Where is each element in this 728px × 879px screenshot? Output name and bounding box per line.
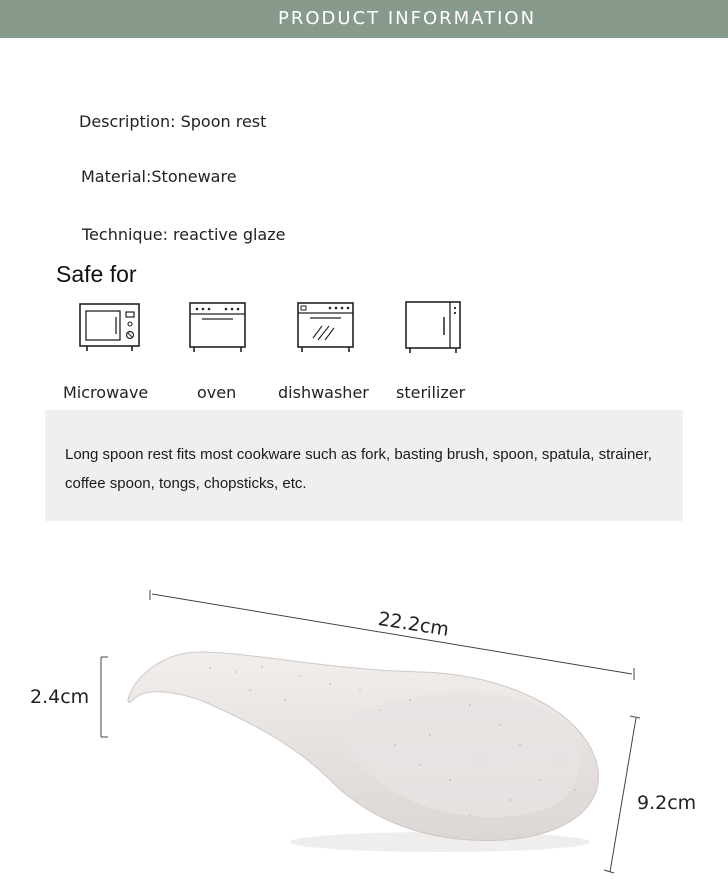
oven-label: oven xyxy=(197,383,237,402)
length-dimension-label: 22.2cm xyxy=(376,608,451,641)
dishwasher-label: dishwasher xyxy=(278,383,369,402)
sterilizer-icon xyxy=(404,301,464,355)
microwave-label: Microwave xyxy=(63,383,149,402)
technique-line: Technique: reactive glaze xyxy=(82,225,286,244)
header-bar xyxy=(0,0,728,38)
oven-icon xyxy=(188,302,248,354)
material-line: Material:Stoneware xyxy=(81,167,237,186)
width-dimension-label: 9.2cm xyxy=(637,792,697,814)
description-line: Description: Spoon rest xyxy=(79,112,267,131)
dishwasher-icon xyxy=(296,302,356,354)
safe-for-title: Safe for xyxy=(56,261,137,287)
usage-note-box xyxy=(45,410,683,521)
spoon-rest-illustration xyxy=(0,540,728,879)
page-title: PRODUCT INFORMATION xyxy=(278,8,537,29)
sterilizer-label: sterilizer xyxy=(396,383,466,402)
height-dimension-label: 2.4cm xyxy=(30,686,90,708)
microwave-icon xyxy=(78,303,142,353)
usage-note-text: Long spoon rest fits most cookware such as fork, basting brush, spoon, spatula, strainer, coffee spoon, tongs, chopsticks, etc. xyxy=(65,446,652,492)
